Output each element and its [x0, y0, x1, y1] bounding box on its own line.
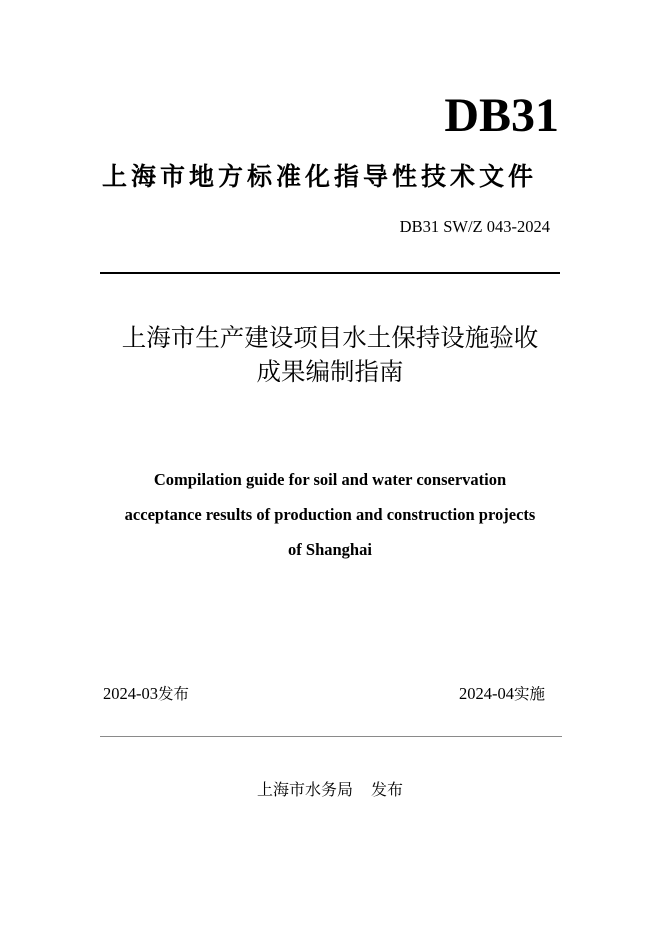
english-title — [80, 462, 580, 567]
top-divider — [100, 272, 560, 274]
issue-date — [103, 683, 189, 705]
issue-date-value: 2024-03 — [103, 684, 158, 703]
english-title-line-2: acceptance results of production and construction projects — [124, 505, 536, 524]
chinese-title — [80, 321, 580, 389]
chinese-title-line-2: 成果编制指南 — [256, 357, 404, 386]
issue-date-label: 发布 — [158, 685, 190, 703]
english-title-line-1: Compilation guide for soil and water conservation — [153, 470, 507, 489]
implementation-date — [459, 683, 545, 705]
implementation-date-label: 实施 — [513, 685, 545, 703]
document-number: DB31 SW/Z 043-2024 — [399, 217, 550, 236]
bottom-divider — [100, 736, 562, 737]
implementation-date-value: 2024-04 — [458, 684, 514, 703]
standard-code: DB31 — [444, 89, 559, 142]
publisher-name: 上海市水务局 — [256, 780, 353, 799]
publisher-action: 发布 — [371, 780, 404, 799]
english-title-line-3: of Shanghai — [288, 540, 372, 559]
document-type-heading: 上海市地方标准化指导性技术文件 — [102, 162, 538, 191]
chinese-title-line-1: 上海市生产建设项目水土保持设施验收 — [121, 323, 539, 352]
publisher-line — [80, 779, 580, 801]
